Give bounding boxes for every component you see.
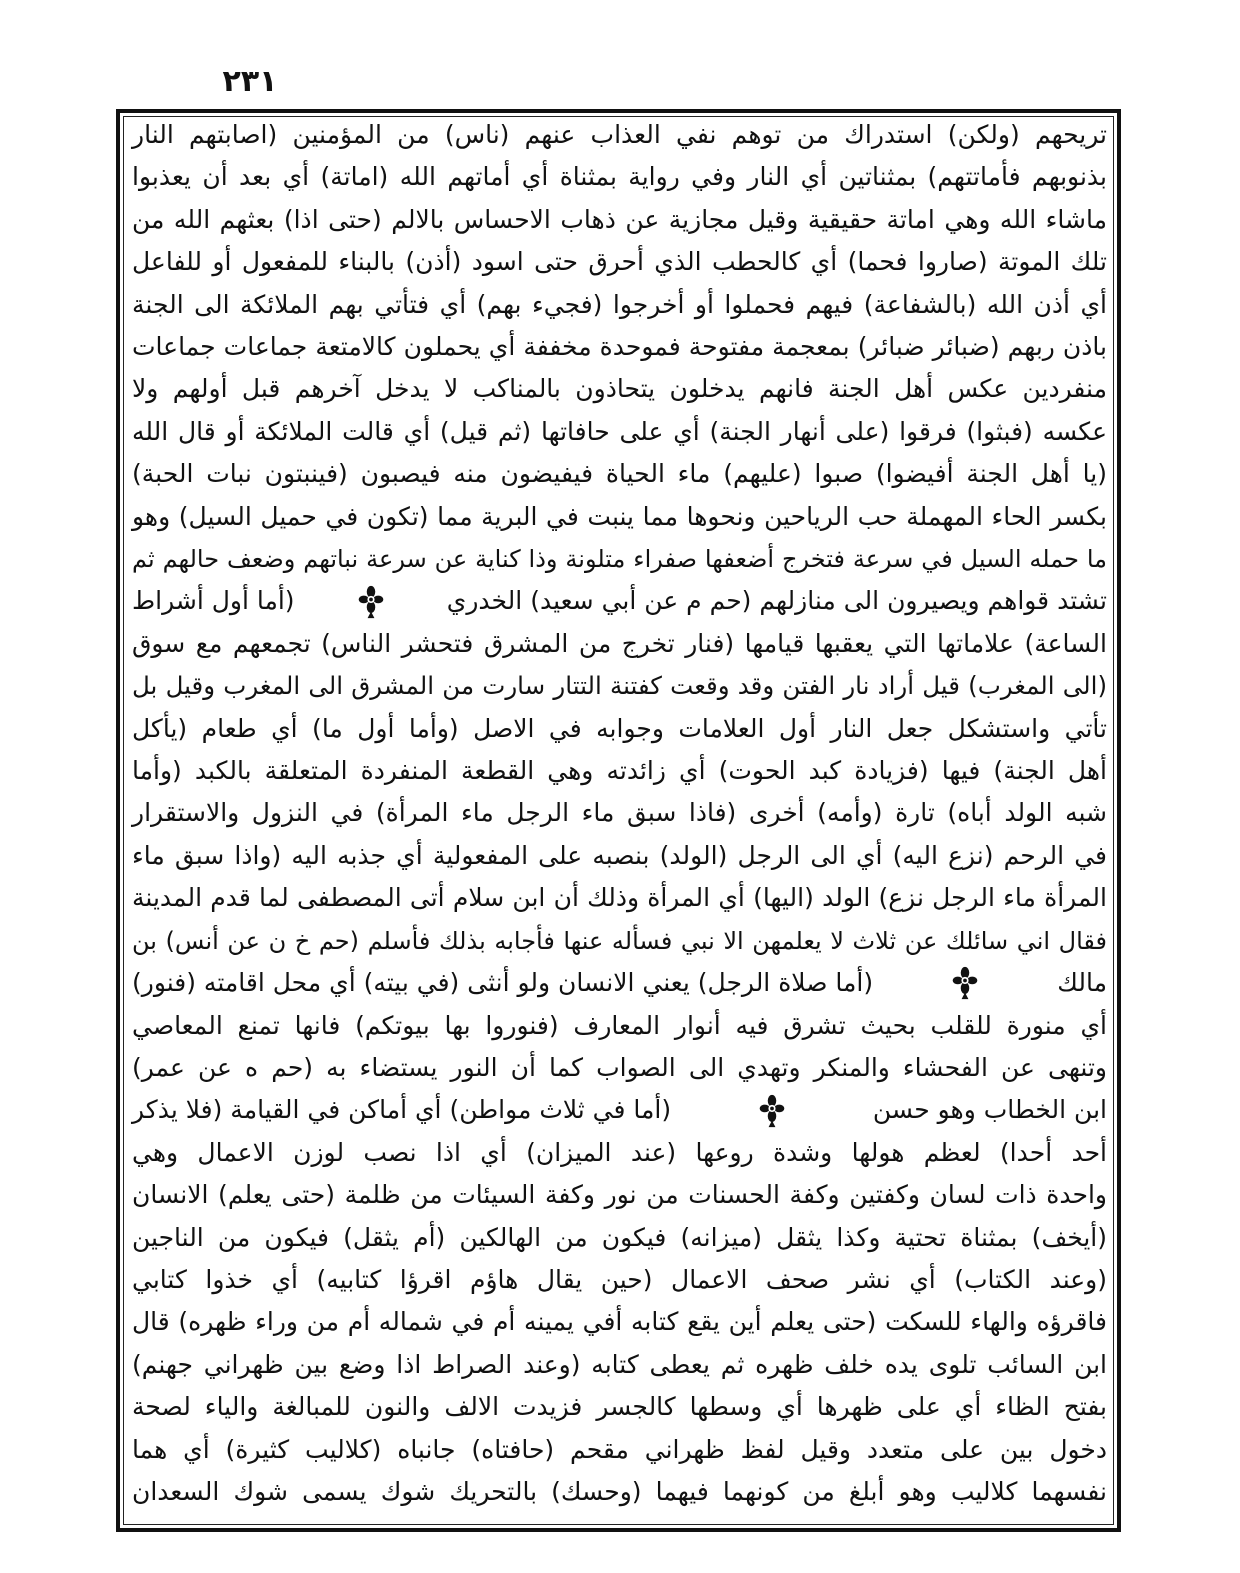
- text-segment: (أما صلاة الرجل) يعني الانسان ولو أنثى (في بيته) أي محل اقامته (فنور): [132, 968, 874, 998]
- text-line: فاقرؤه والهاء للسكت (حتى يعلم أين يقع كتابه أفي يمينه أم في شماله أم من وراء ظهره) قال: [132, 1307, 1107, 1337]
- text-line: أهل الجنة) فيها (فزيادة كبد الحوت) أي زائدته وهي القطعة المنفردة المتعلقة بالكبد (وأما: [132, 756, 1107, 786]
- text-line: باذن ربهم (ضبائر ضبائر) بمعجمة مفتوحة فموحدة مخففة أي يحملون كالامتعة جماعات جماعات: [132, 332, 1107, 362]
- text-line: عكسه (فبثوا) فرقوا (على أنهار الجنة) أي على حافاتها (ثم قيل) أي قالت الملائكة أو قال الله: [132, 416, 1107, 446]
- text-line: [132, 580, 1107, 622]
- text-line: واحدة ذات لسان وكفتين وكفة الحسنات من نور وكفة السيئات من ظلمة (حتى يعلم) الانسان: [132, 1180, 1107, 1210]
- text-line: الساعة) علاماتها التي يعقبها قيامها (فنار تخرج من المشرق فتحشر الناس) تجمعهم مع سوق: [132, 628, 1107, 658]
- fleuron-icon: [358, 585, 384, 619]
- text-segment: (أما أول أشراط: [132, 586, 295, 616]
- text-segment: (أما في ثلاث مواطن) أي أماكن في القيامة (فلا يذكر: [132, 1095, 672, 1125]
- text-line: بكسر الحاء المهملة حب الرياحين ونحوها مما ينبت في البرية مما (تكون في حميل السيل) وهو: [132, 501, 1107, 531]
- text-line: (الى المغرب) قيل أراد نار الفتن وقد وقعت كفتنة التتار سارت من المشرق الى المغرب وقيل بل: [132, 671, 1107, 701]
- page-number: ٢٣١: [222, 64, 278, 99]
- text-line: أي أذن الله (بالشفاعة) فيهم فحملوا أو أخرجوا (فجيء بهم) أي فتأتي بهم الملائكة الى الجنة: [132, 289, 1107, 319]
- text-segment: مالك: [1057, 968, 1107, 998]
- text-line: بذنوبهم فأماتتهم) بمثناتين أي النار وفي رواية بمثناة أي أماتهم الله (اماتة) أي بعد أن يعذبوا: [132, 162, 1107, 192]
- text-line: ماشاء الله وهي اماتة حقيقية وقيل مجازية عن ذهاب الاحساس بالالم (حتى اذا) بعثهم الله من: [132, 204, 1107, 234]
- fleuron-icon: [952, 966, 978, 1000]
- text-segment: ابن الخطاب وهو حسن: [872, 1095, 1107, 1125]
- text-line: فقال اني سائلك عن ثلاث لا يعلمهن الا نبي فسأله عنها فأجابه بذلك فأسلم (حم خ ن عن أنس) بن: [132, 926, 1107, 955]
- text-line: ابن السائب تلوى يده خلف ظهره ثم يعطى كتابه (وعند الصراط اذا وضع بين ظهراني جهنم): [132, 1349, 1107, 1379]
- body-text: [132, 114, 1107, 1513]
- fleuron-icon: [759, 1094, 785, 1128]
- text-line: تأتي واستشكل جعل النار أول العلامات وجوابه في الاصل (وأما أول ما) أي طعام (يأكل: [132, 713, 1107, 743]
- text-line: المرأة ماء الرجل نزع) الولد (اليها) أي المرأة وذلك أن ابن سلام أتى المصطفى لما قدم المدينة: [132, 883, 1107, 913]
- text-line: وتنهى عن الفحشاء والمنكر وتهدي الى الصواب كما أن النور يستضاء به (حم ه عن عمر): [132, 1052, 1107, 1082]
- text-line: دخول بين على متعدد وقيل لفظ ظهراني مقحم (حافتاه) جانباه (كلاليب كثيرة) أي هما: [132, 1434, 1107, 1464]
- text-line: (وعند الكتاب) أي نشر صحف الاعمال (حين يقال هاؤم اقرؤا كتابيه) أي خذوا كتابي: [132, 1264, 1107, 1294]
- text-line: [132, 962, 1107, 1004]
- text-line: منفردين عكس أهل الجنة فانهم يدخلون يتحاذون بالمناكب لا يدخل آخرهم قبل أولهم ولا: [132, 374, 1107, 404]
- text-line: [132, 1089, 1107, 1131]
- text-line: نفسهما كلاليب وهو أبلغ من كونهما فيهما (وحسك) بالتحريك شوك يسمى شوك السعدان: [132, 1476, 1107, 1506]
- text-line: أحد أحدا) لعظم هولها وشدة روعها (عند الميزان) أي اذا نصب لوزن الاعمال وهي: [132, 1137, 1107, 1167]
- text-segment: تشتد قواهم ويصيرون الى منازلهم (حم م عن أبي سعيد) الخدري: [446, 586, 1107, 616]
- text-line: أي منورة للقلب بحيث تشرق فيه أنوار المعارف (فنوروا بها بيوتكم) فانها تمنع المعاصي: [132, 1010, 1107, 1040]
- text-line: تلك الموتة (صاروا فحما) أي كالحطب الذي أحرق حتى اسود (أذن) بالبناء للمفعول أو للفاعل: [132, 247, 1107, 277]
- text-line: في الرحم (نزع اليه) أي الى الرجل (الولد) بنصبه على المفعولية أي جذبه اليه (واذا سبق ماء: [132, 840, 1107, 870]
- text-line: شبه الولد أباه) تارة (وأمه) أخرى (فاذا سبق ماء الرجل ماء المرأة) في النزول والاستقرار: [132, 798, 1107, 828]
- text-line: تريحهم (ولكن) استدراك من توهم نفي العذاب عنهم (ناس) من المؤمنين (اصابتهم النار: [132, 120, 1107, 149]
- text-line: ما حمله السيل في سرعة فتخرج أضعفها صفراء متلونة وذا كناية عن سرعة نباتهم وضعف حالهم ثم: [132, 545, 1107, 574]
- text-line: بفتح الظاء أي على ظهرها أي وسطها كالجسر فزيدت الالف والنون للمبالغة والياء لصحة: [132, 1392, 1107, 1422]
- text-line: (يا أهل الجنة أفيضوا) صبوا (عليهم) ماء الحياة فيفيضون منه فيصبون (فينبتون نبات الحبة): [132, 459, 1107, 489]
- text-line: (أيخف) بمثناة تحتية وكذا يثقل (ميزانه) فيكون من الهالكين (أم يثقل) فيكون من الناجين: [132, 1222, 1107, 1252]
